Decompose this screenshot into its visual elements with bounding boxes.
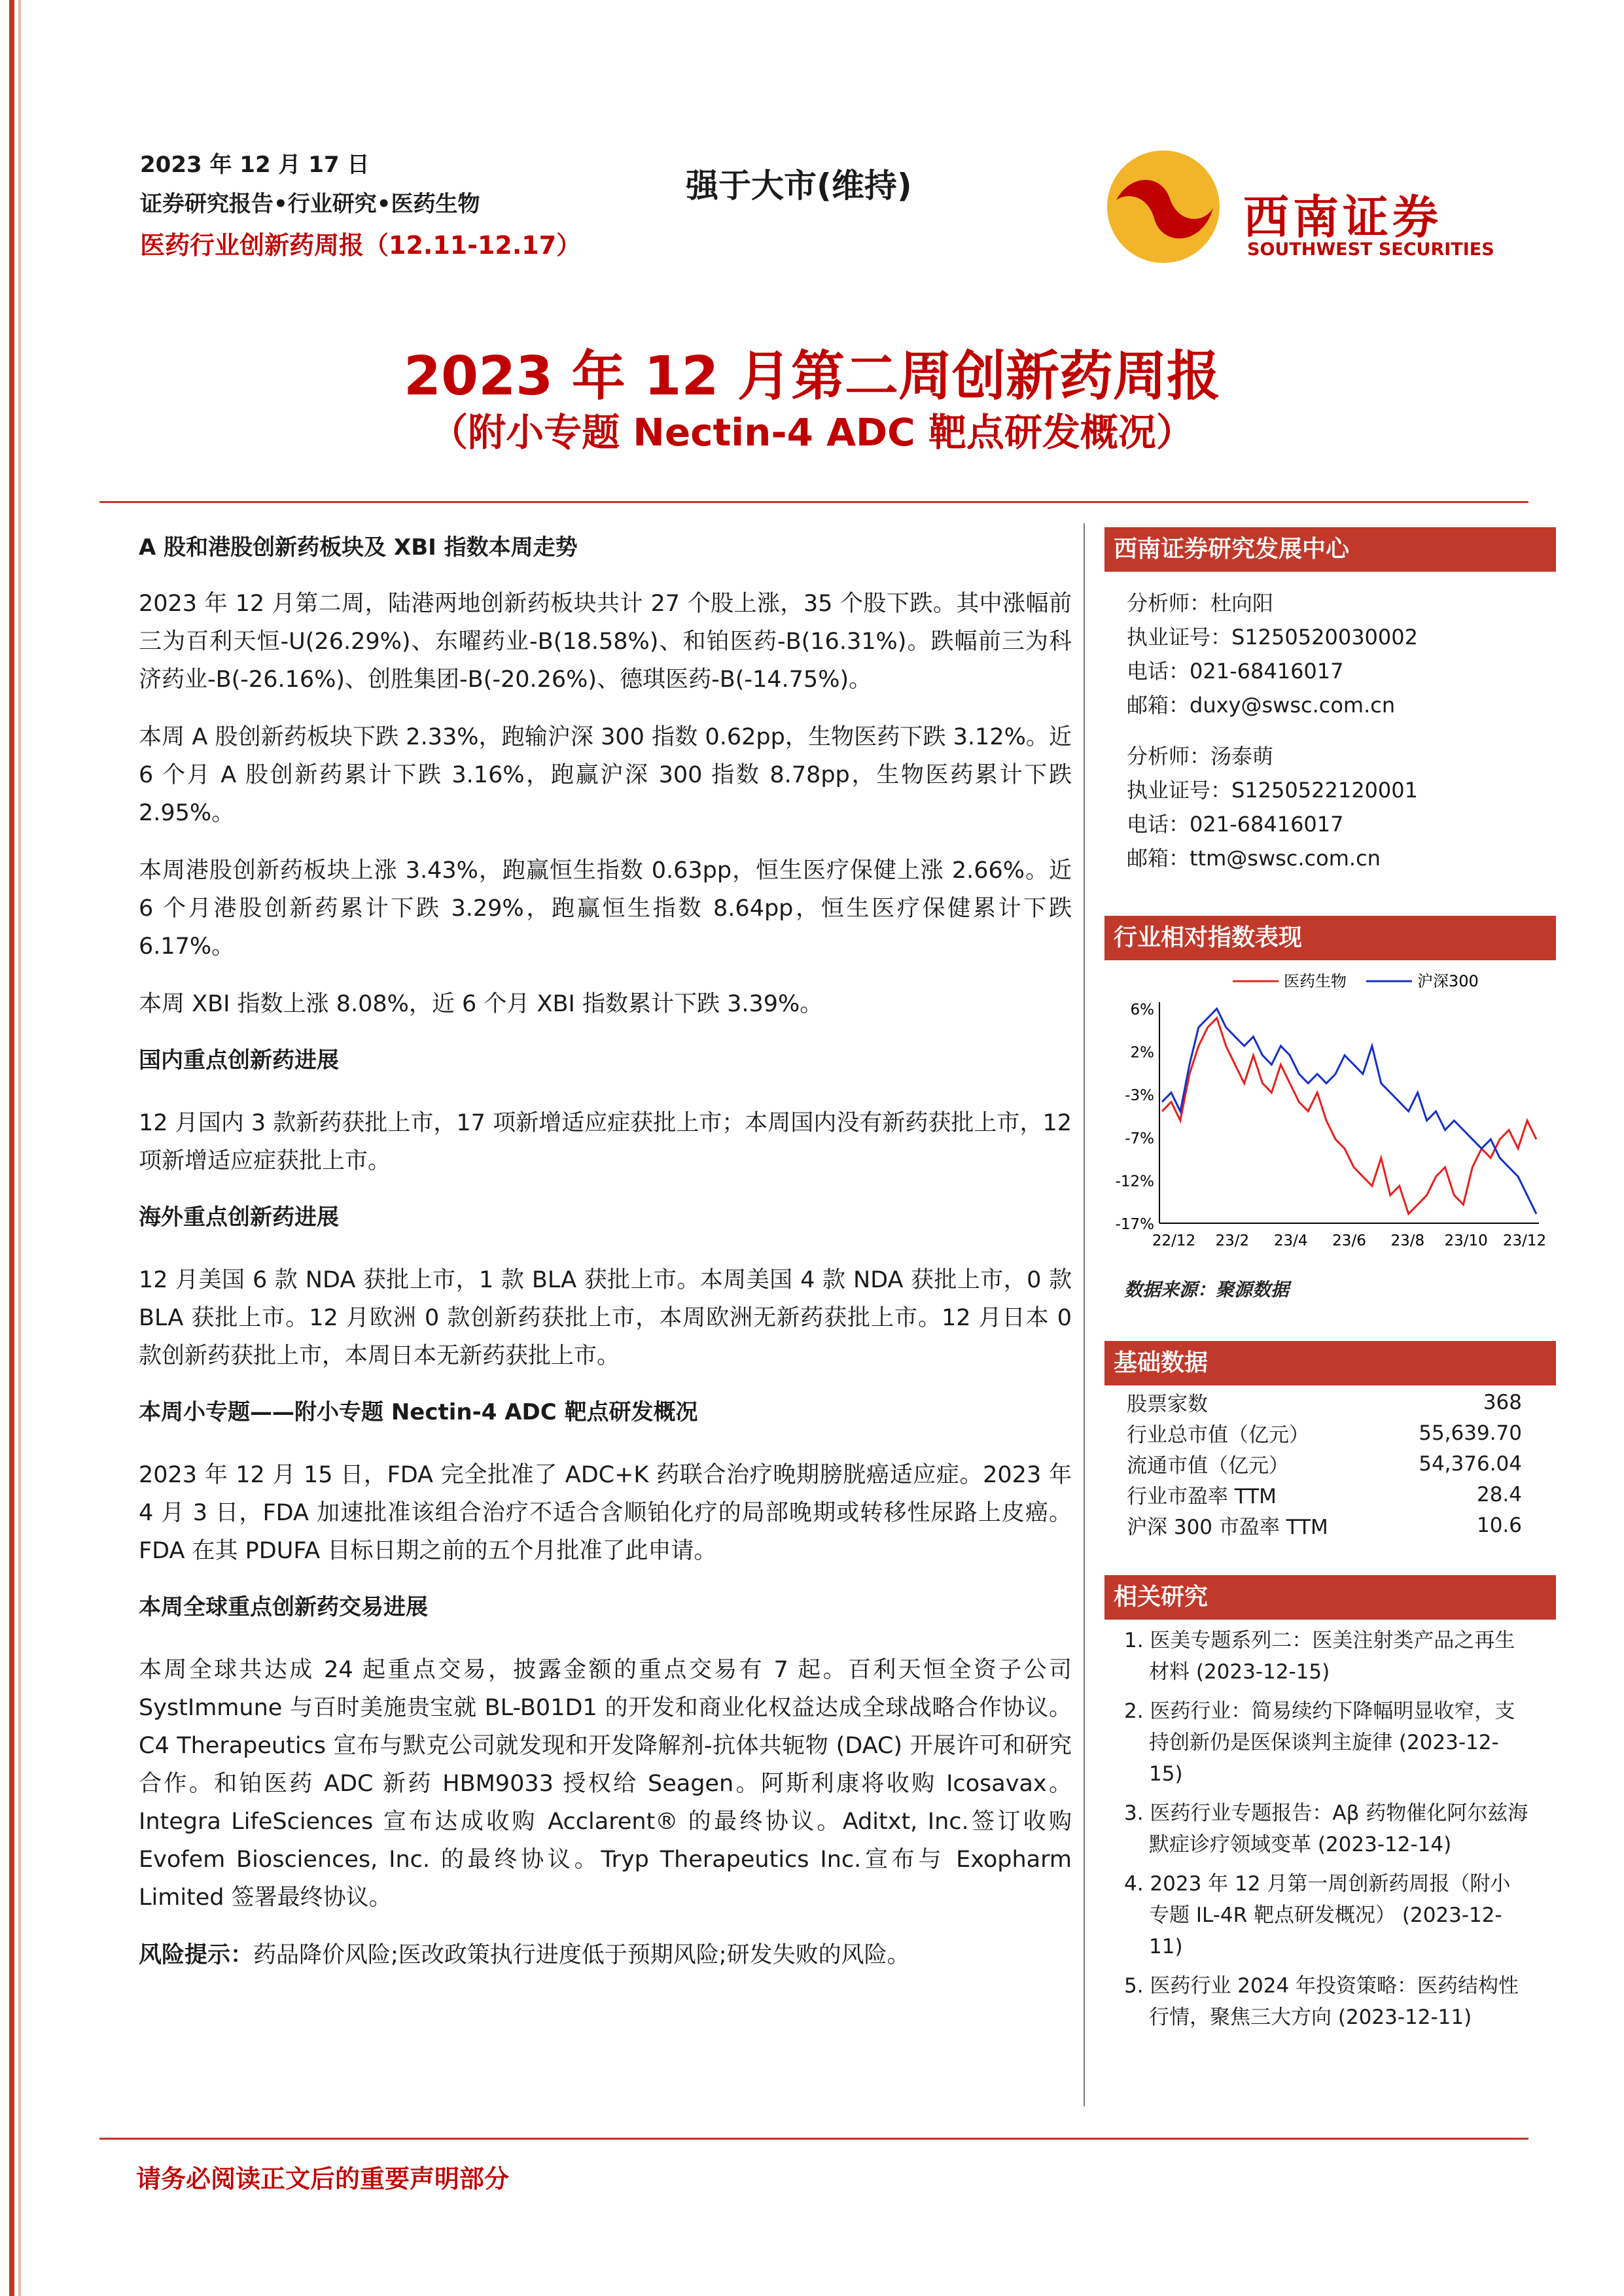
table-row <box>1127 1387 1522 1418</box>
section-title-market: A 股和港股创新药板块及 XBI 指数本周走势 <box>139 534 578 561</box>
section-title-domestic: 国内重点创新药进展 <box>139 1047 339 1073</box>
risk-text: 药品降价风险;医改政策执行进度低于预期风险;研发失败的风险。 <box>253 1942 910 1968</box>
relative-index-chart <box>1104 963 1547 1270</box>
paragraph-market-1: 2023 年 12 月第二周，陆港两地创新药板块共计 27 个股上涨，35 个股下跌。其中涨幅前三为百利天恒-U(26.29%)、东曜药业-B(18.58%)、和铂医药-B(16.31%)。跌幅前三为科济药业-B(-26.16%)、创胜集团-B(-20.26%)、德琪医药-B(-14.75%)。 <box>139 591 1072 693</box>
footer-divider <box>99 2138 1528 2140</box>
title-divider <box>99 501 1528 503</box>
page-subtitle: （附小专题 Nectin-4 ADC 靶点研发概况） <box>430 410 1194 455</box>
paragraph-domestic: 12 月国内 3 款新药获批上市，17 项新增适应症获批上市；本周国内没有新药获批上市，12 项新增适应症获批上市。 <box>139 1110 1072 1174</box>
report-category: 证券研究报告•行业研究•医药生物 <box>140 191 480 217</box>
chart-x-tick-label: 22/12 <box>1152 1232 1196 1249</box>
paragraph-market-2: 本周 A 股创新药板块下跌 2.33%，跑输沪深 300 指数 0.62pp，生物医药下跌 3.12%。近 6 个月 A 股创新药累计下跌 3.16%，跑赢沪深 300 指数 8.78pp，生物医药累计下跌 2.95%。 <box>139 724 1072 826</box>
basic-value: 10.6 <box>1476 1513 1522 1537</box>
chart-y-tick-label: -17% <box>1115 1216 1154 1233</box>
paragraph-deals: 本周全球共达成 24 起重点交易，披露金额的重点交易有 7 起。百利天恒全资子公司 SystImmune 与百时美施贵宝就 BL-B01D1 的开发和商业化权益达成全球战略合作协议。C4 Therapeutics 宣布与默克公司就发现和开发降解剂-抗体共轭物 (DAC) 开展许可和研究合作。和铂医药 ADC 新药 HBM9033 授权给 Seagen。阿斯利康将收购 Icosavax。Integra LifeSciences 宣布达成收购 Acclarent® 的最终协议。Aditxt, Inc.签订收购 Evofem Biosciences, Inc. 的最终协议。Tryp Therapeutics Inc.宣布与 Exopharm Limited 签署最终协议。 <box>139 1657 1072 1911</box>
related-title: 相关研究 <box>1104 1575 1556 1620</box>
basic-value: 28.4 <box>1476 1482 1522 1506</box>
paragraph-overseas: 12 月美国 6 款 NDA 获批上市，1 款 BLA 获批上市。本周美国 4 款 NDA 获批上市，0 款 BLA 获批上市。12 月欧洲 0 款创新药获批上市，本周欧洲无新药获批上市。12 月日本 0 款创新药获批上市，本周日本无新药获批上市。 <box>139 1267 1072 1369</box>
column-divider <box>1084 523 1085 2106</box>
chart-header <box>1104 916 1547 960</box>
basic-value: 54,376.04 <box>1419 1452 1522 1476</box>
chart-x-tick-label: 23/10 <box>1444 1232 1488 1249</box>
section-title-deals: 本周全球重点创新药交易进展 <box>139 1594 428 1620</box>
basic-label: 行业市盈率 TTM <box>1127 1485 1277 1508</box>
chart-source: 数据来源：聚源数据 <box>1124 1279 1290 1300</box>
analyst-phone: 电话：021-68416017 <box>1127 659 1344 684</box>
related-link[interactable]: 1. 医美专题系列二：医美注射类产品之再生材料 (2023-12-15) <box>1124 1629 1515 1684</box>
related-link[interactable]: 4. 2023 年 12 月第一周创新药周报（附小专题 IL-4R 靶点研发概况） (2023-12-11) <box>1124 1872 1511 1958</box>
analyst-name: 分析师：汤泰萌 <box>1127 744 1274 769</box>
sidebar-center <box>1104 527 1547 875</box>
analyst-card <box>1104 586 1547 722</box>
chart-legend-label: 医药生物 <box>1284 972 1347 990</box>
analyst-cert: 执业证号：S1250520030002 <box>1127 625 1418 650</box>
paragraph-market-3: 本周港股创新药板块上涨 3.43%，跑赢恒生指数 0.63pp，恒生医疗保健上涨 2.66%。近 6 个月港股创新药累计下跌 3.29%，跑赢恒生指数 8.64pp，恒生医疗保健累计下跌 6.17%。 <box>139 858 1072 960</box>
chart-y-tick-label: -12% <box>1115 1173 1154 1191</box>
chart-x-tick-label: 23/12 <box>1502 1232 1547 1249</box>
chart-x-tick-label: 23/6 <box>1332 1232 1366 1249</box>
analyst-cert: 执业证号：S1250522120001 <box>1127 778 1418 803</box>
basic-data-title: 基础数据 <box>1104 1341 1556 1385</box>
basic-label: 沪深 300 市盈率 TTM <box>1127 1516 1328 1539</box>
paragraph-market-4: 本周 XBI 指数上涨 8.08%，近 6 个月 XBI 指数累计下跌 3.39%。 <box>139 991 823 1017</box>
section-title-overseas: 海外重点创新药进展 <box>139 1204 339 1230</box>
risk-warning <box>139 1936 1072 1974</box>
analyst-email[interactable]: 邮箱：ttm@swsc.com.cn <box>1127 846 1381 871</box>
chart-x-tick-label: 23/2 <box>1215 1232 1250 1249</box>
related-header <box>1104 1575 1547 1620</box>
chart-x-tick-label: 23/8 <box>1390 1232 1425 1249</box>
chart-y-tick-label: 2% <box>1130 1044 1154 1062</box>
analyst-email[interactable]: 邮箱：duxy@swsc.com.cn <box>1127 693 1396 718</box>
basic-value: 368 <box>1483 1390 1522 1414</box>
basic-data-table <box>1127 1387 1522 1540</box>
related-research-list <box>1124 1625 1530 2041</box>
analyst-phone: 电话：021-68416017 <box>1127 812 1344 837</box>
basic-label: 行业总市值（亿元） <box>1127 1423 1309 1447</box>
table-row <box>1127 1479 1522 1510</box>
related-link[interactable]: 3. 医药行业专题报告：Aβ 药物催化阿尔兹海默症诊疗领域变革 (2023-12-14) <box>1124 1801 1528 1856</box>
table-row <box>1127 1418 1522 1448</box>
brand-logo-icon <box>1104 148 1222 266</box>
page-title: 2023 年 12 月第二周创新药周报 <box>404 345 1220 408</box>
basic-value: 55,639.70 <box>1419 1421 1522 1445</box>
chart-y-tick-label: -7% <box>1125 1130 1154 1147</box>
risk-label: 风险提示： <box>139 1942 254 1968</box>
rating-label: 强于大市(维持) <box>686 167 912 205</box>
chart-y-tick-label: 6% <box>1130 1001 1154 1018</box>
chart-section-title: 行业相对指数表现 <box>1104 916 1556 960</box>
basic-data-header <box>1104 1341 1547 1385</box>
brand-name-cn: 西南证券 <box>1243 190 1442 244</box>
sidebar-center-title: 西南证券研究发展中心 <box>1104 527 1556 572</box>
paragraph-topic: 2023 年 12 月 15 日，FDA 完全批准了 ADC+K 药联合治疗晚期膀胱癌适应症。2023 年 4 月 3 日，FDA 加速批准该组合治疗不适合含顺铂化疗的局部晚期或转移性尿路上皮癌。FDA 在其 PDUFA 目标日期之前的五个月批准了此申请。 <box>139 1462 1072 1564</box>
chart-series-line <box>1162 1009 1536 1214</box>
basic-label: 股票家数 <box>1127 1393 1208 1416</box>
analyst-card <box>1104 739 1547 875</box>
table-row <box>1127 1448 1522 1479</box>
report-series: 医药行业创新药周报（12.11-12.17） <box>140 231 582 260</box>
section-title-topic: 本周小专题——附小专题 Nectin-4 ADC 靶点研发概况 <box>139 1399 698 1425</box>
chart-legend-label: 沪深300 <box>1417 972 1479 990</box>
analyst-name: 分析师：杜向阳 <box>1127 591 1274 616</box>
chart-series-line <box>1162 1018 1536 1213</box>
basic-label: 流通市值（亿元） <box>1127 1454 1289 1478</box>
related-link[interactable]: 2. 医药行业：简易续约下降幅明显收窄，支持创新仍是医保谈判主旋律 (2023-12-15) <box>1124 1699 1515 1786</box>
report-date: 2023 年 12 月 17 日 <box>140 152 370 178</box>
main-column <box>139 523 1072 1974</box>
related-link[interactable]: 5. 医药行业 2024 年投资策略：医药结构性行情，聚焦三大方向 (2023-12-11) <box>1124 1974 1519 2029</box>
chart-y-tick-label: -3% <box>1125 1087 1154 1105</box>
chart-x-tick-label: 23/4 <box>1273 1232 1308 1249</box>
brand-name-en: SOUTHWEST SECURITIES <box>1247 239 1494 260</box>
table-row <box>1127 1510 1522 1540</box>
footer-notice: 请务必阅读正文后的重要声明部分 <box>136 2165 510 2193</box>
